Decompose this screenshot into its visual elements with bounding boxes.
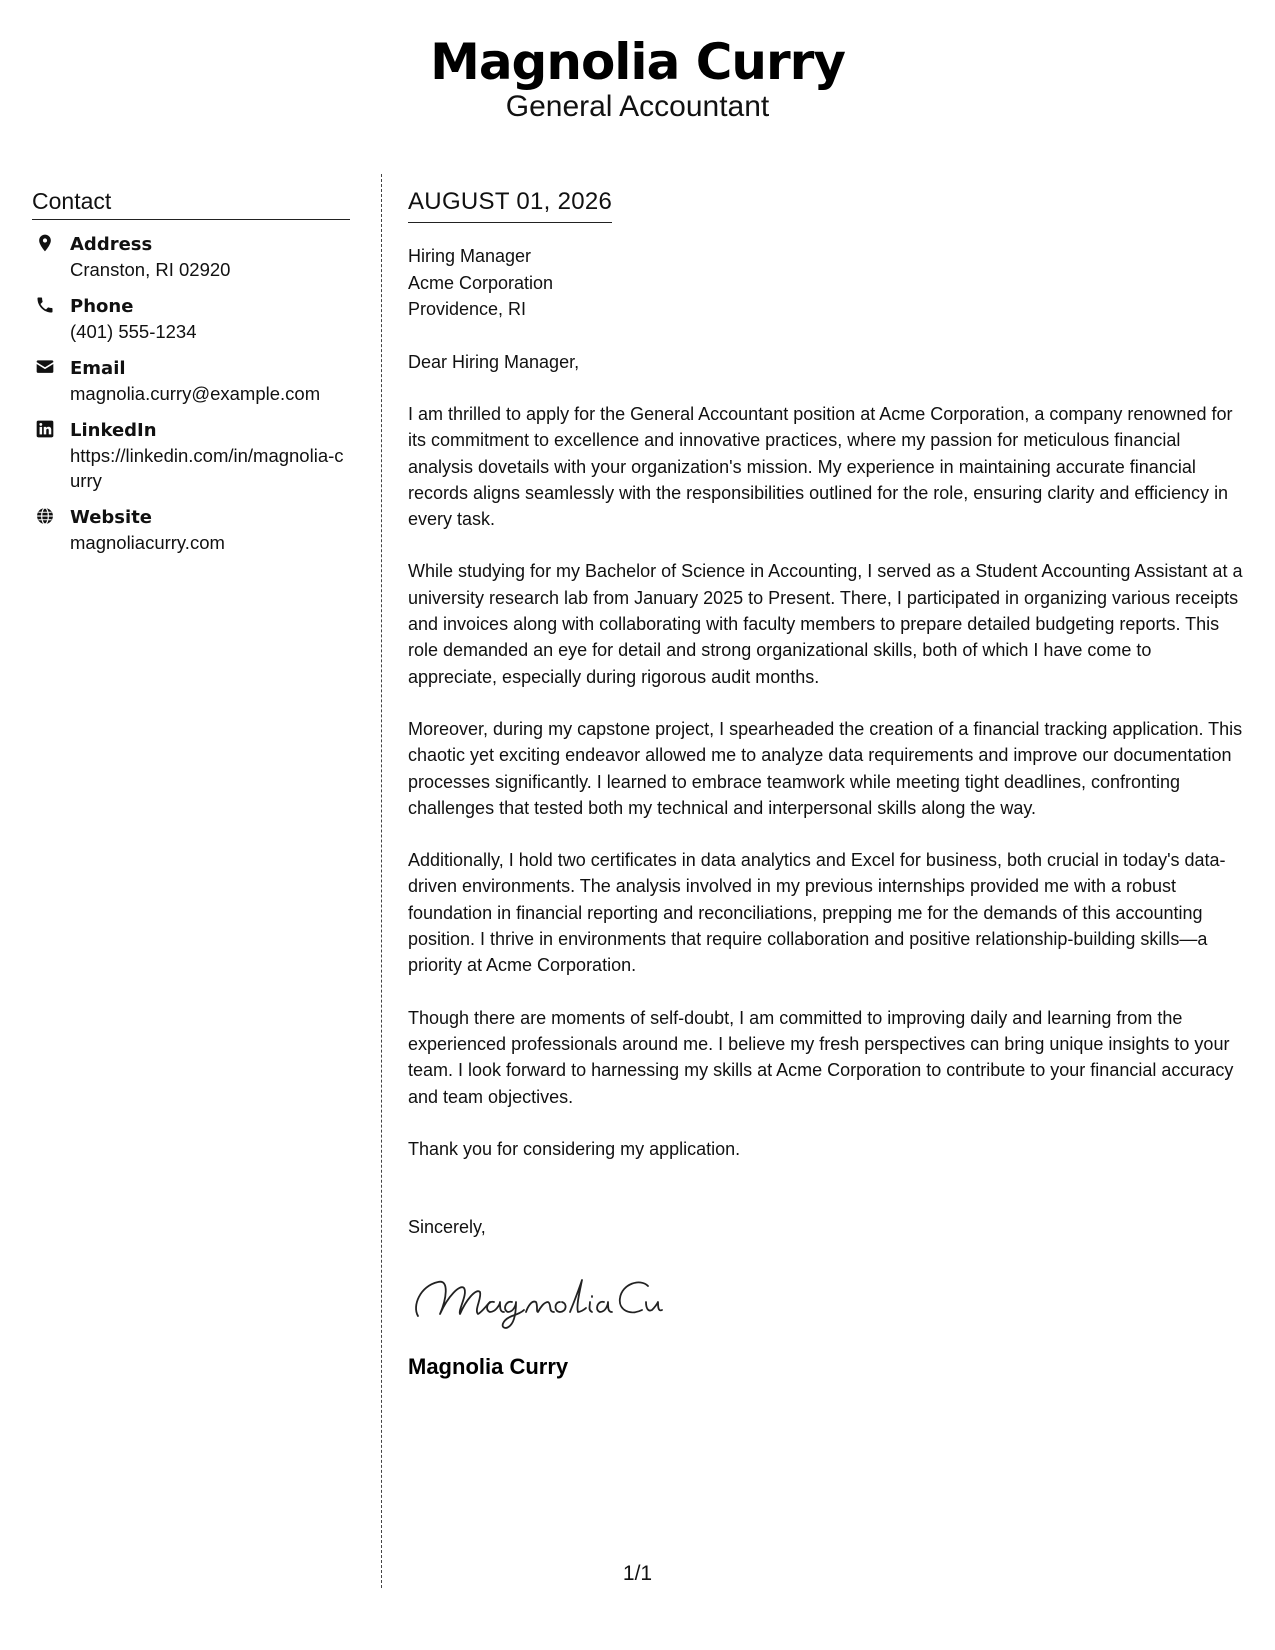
- applicant-name: Magnolia Curry: [430, 33, 845, 91]
- website-value[interactable]: magnoliacurry.com: [70, 532, 225, 553]
- map-marker-icon: [35, 233, 55, 253]
- closing: Sincerely,: [408, 1217, 486, 1238]
- body-paragraph: Thank you for considering my application.: [408, 1138, 741, 1159]
- recipient-block: [408, 243, 1244, 323]
- contact-label: Website: [70, 507, 153, 528]
- contact-label: Phone: [70, 296, 134, 317]
- contact-list: [32, 232, 350, 555]
- contact-label: Address: [70, 234, 153, 255]
- globe-icon: [35, 506, 55, 526]
- contact-label: LinkedIn: [70, 420, 157, 441]
- linkedin-value[interactable]: https://linkedin.com/in/magnolia-curry: [70, 445, 344, 491]
- contact-item-email: [32, 356, 350, 406]
- recipient-line: Hiring Manager: [408, 246, 532, 266]
- letter-date: AUGUST 01, 2026: [408, 188, 613, 215]
- letter-header: [0, 32, 1275, 125]
- letter-date-block: [408, 188, 612, 223]
- contact-item-phone: [32, 294, 350, 344]
- phone-value[interactable]: (401) 555-1234: [70, 321, 197, 342]
- body-paragraph: Additionally, I hold two certificates in data analytics and Excel for business, both crucial in today's data-driven environments. The analysis involved in my previous internships provided me with a robust foundation in financial reporting and reconciliations, prepping me for the demands of this accounting position. I thrive in environments that require collaboration and positive relationship-building skills—a priority at Acme Corporation.: [408, 850, 1226, 976]
- body-paragraph: Moreover, during my capstone project, I spearheaded the creation of a financial tracking application. This chaotic yet exciting endeavor allowed me to analyze data requirements and improve our documentation processes significantly. I learned to embrace teamwork while meeting tight deadlines, confronting challenges that tested both my technical and interpersonal skills along the way.: [408, 718, 1243, 818]
- contact-heading: Contact: [32, 188, 350, 220]
- contact-item-linkedin: [32, 418, 350, 493]
- email-value[interactable]: magnolia.curry@example.com: [70, 383, 321, 404]
- column-divider: [381, 174, 382, 1588]
- body-paragraph: I am thrilled to apply for the General Accountant position at Acme Corporation, a company renowned for its commitment to excellence and innovative practices, where my passion for meticulous financial analysis dovetails with your organization's mission. My experience in maintaining accurate financial records aligns seamlessly with the responsibilities outlined for the role, ensuring clarity and efficiency in every task.: [408, 404, 1233, 530]
- handwritten-signature: [408, 1266, 1244, 1336]
- recipient-line: Providence, RI: [408, 299, 527, 319]
- contact-item-address: [32, 232, 350, 282]
- contact-sidebar: [32, 188, 350, 567]
- body-paragraph: While studying for my Bachelor of Science in Accounting, I served as a Student Accounting Assistant at a university research lab from January 2025 to Present. There, I participated in organizing various receipts and invoices along with collaborating with faculty members to prepare detailed budgeting reports. This role demanded an eye for detail and strong organizational skills, both of which I have come to appreciate, especially during rigorous audit months.: [408, 561, 1243, 687]
- envelope-icon: [35, 357, 55, 377]
- applicant-title: General Accountant: [505, 90, 770, 123]
- contact-label: Email: [70, 358, 126, 379]
- contact-item-website: [32, 505, 350, 555]
- letter-body: [408, 188, 1244, 1380]
- recipient-line: Acme Corporation: [408, 272, 554, 293]
- signer-name: Magnolia Curry: [408, 1354, 569, 1380]
- phone-icon: [35, 295, 55, 315]
- page-number: 1/1: [622, 1562, 653, 1585]
- salutation: Dear Hiring Manager,: [408, 351, 580, 372]
- linkedin-icon: [35, 419, 55, 439]
- body-paragraph: Though there are moments of self-doubt, I am committed to improving daily and learning from the experienced professionals around me. I believe my fresh perspectives can bring unique insights to your team. I look forward to harnessing my skills at Acme Corporation to contribute to your financial accuracy and team objectives.: [408, 1007, 1234, 1107]
- address-value: Cranston, RI 02920: [70, 259, 231, 280]
